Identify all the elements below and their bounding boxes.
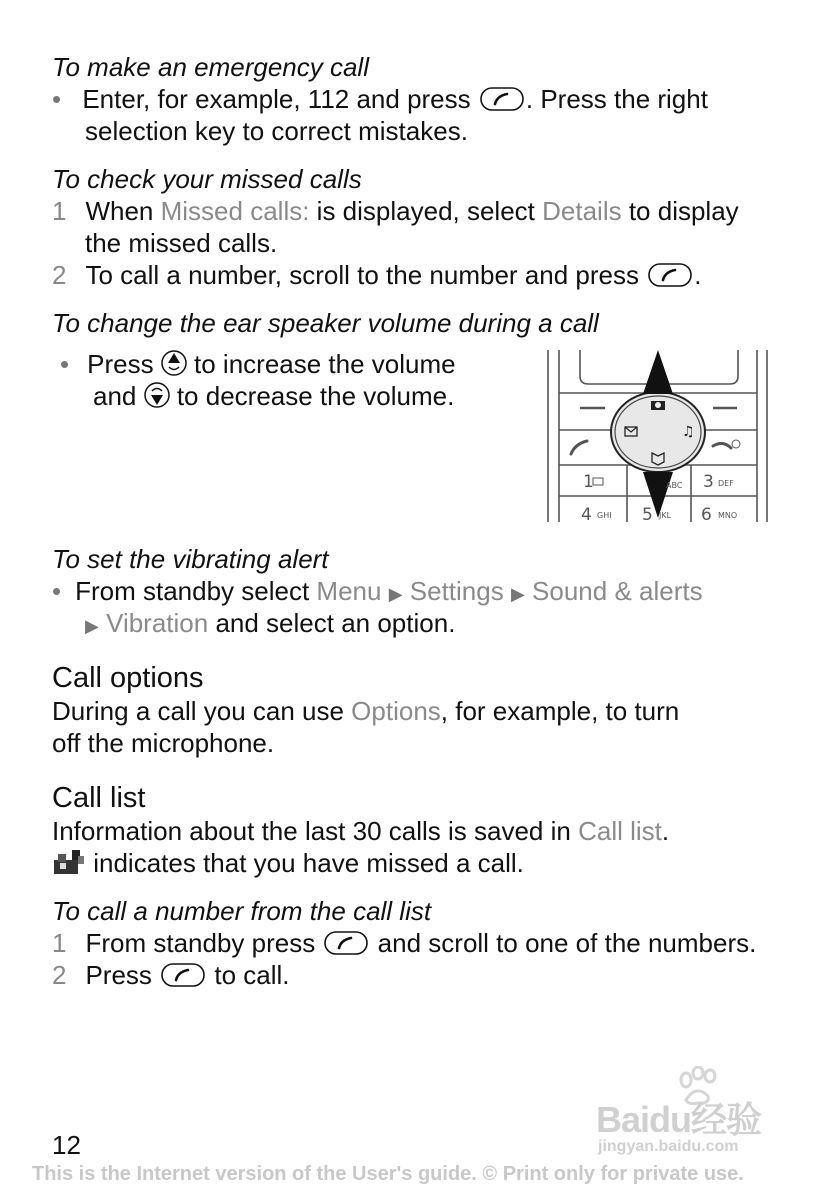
- title-call-options: Call options: [52, 662, 204, 694]
- sound-alerts-label: Sound & alerts: [532, 576, 703, 606]
- keypad-key-3-letters: DEF: [718, 479, 734, 488]
- heading-call-from-list: To call a number from the call list: [52, 896, 432, 926]
- text: Information about the last 30 calls is saved in: [52, 816, 579, 846]
- bullet: •: [52, 576, 62, 606]
- call-list-line-1: [52, 815, 669, 847]
- text: . Press the right: [525, 84, 708, 114]
- text: , for example, to turn: [440, 696, 680, 726]
- watermark-url: jingyan.baidu.com: [598, 1138, 739, 1155]
- keypad-key-5: 5: [642, 505, 653, 523]
- step-number: 1: [52, 928, 67, 958]
- call-list-label: Call list: [578, 816, 662, 846]
- keypad-key-5-letters: JKL: [659, 511, 672, 520]
- text: During a call you can use: [52, 696, 352, 726]
- call-from-list-step-2: [52, 959, 290, 991]
- text: From standby press: [85, 928, 323, 958]
- step-number: 2: [52, 960, 67, 990]
- page-number: 12: [52, 1130, 81, 1160]
- emergency-line-1: [52, 83, 708, 115]
- phone-keypad-illustration: [545, 348, 771, 523]
- step-number: 2: [52, 260, 67, 290]
- arrow-right-icon: ▶: [510, 584, 525, 604]
- arrow-right-icon: ▶: [388, 584, 403, 604]
- keypad-key-3: 3: [703, 472, 714, 492]
- vibrating-line-1: [52, 575, 703, 610]
- call-options-line-1: [52, 695, 679, 727]
- missed-step-2: [52, 259, 701, 291]
- text: .: [694, 260, 702, 290]
- call-key-icon: [648, 263, 692, 287]
- keypad-key-4-letters: GHI: [597, 511, 612, 520]
- keypad-key-6: 6: [701, 505, 712, 523]
- details-label: Details: [542, 196, 622, 226]
- call-key-icon: [480, 87, 524, 111]
- title-call-list: Call list: [52, 782, 146, 814]
- keypad-key-4: 4: [581, 505, 592, 523]
- heading-missed-calls: To check your missed calls: [52, 164, 362, 194]
- text: and: [93, 381, 144, 411]
- step-number: 1: [52, 196, 67, 226]
- baidu-watermark: [596, 1066, 796, 1162]
- volume-line-2: [93, 380, 454, 413]
- text: Enter, for example, 112 and press: [82, 84, 478, 114]
- footer-disclaimer: This is the Internet version of the User's guide. © Print only for private use.: [32, 1163, 744, 1185]
- text: to increase the volume: [186, 349, 456, 379]
- volume-line-1: [60, 348, 456, 381]
- text: Press: [85, 960, 160, 990]
- arrow-right-icon: ▶: [85, 616, 99, 636]
- text: indicates that you have missed a call.: [86, 848, 524, 878]
- text: .: [661, 816, 670, 846]
- heading-volume: To change the ear speaker volume during a call: [52, 308, 599, 338]
- options-label: Options: [351, 696, 441, 726]
- bullet: •: [60, 349, 70, 379]
- missed-call-icon: [52, 848, 86, 876]
- call-options-line-2: off the microphone.: [52, 728, 275, 758]
- heading-vibrating-alert: To set the vibrating alert: [52, 544, 329, 574]
- nav-down-icon: [144, 380, 170, 410]
- text: From standby select: [75, 576, 317, 606]
- text: When: [85, 196, 161, 226]
- text: is displayed, select: [309, 196, 543, 226]
- missed-step-1-line-2: the missed calls.: [85, 228, 278, 258]
- bullet: •: [52, 84, 62, 114]
- text: to display: [621, 196, 739, 226]
- vibrating-line-2: [85, 607, 455, 642]
- svg-text:♫: ♫: [682, 424, 695, 440]
- nav-up-icon: [161, 348, 187, 378]
- keypad-key-2-letters: ABC: [666, 481, 683, 490]
- text: Press: [87, 349, 161, 379]
- emergency-line-2: selection key to correct mistakes.: [85, 116, 468, 146]
- text: to decrease the volume.: [169, 381, 455, 411]
- call-list-line-2: [52, 847, 524, 879]
- missed-calls-label: Missed calls:: [160, 196, 310, 226]
- call-from-list-step-1: [52, 927, 756, 959]
- keypad-key-6-letters: MNO: [718, 511, 738, 520]
- keypad-key-1: 1: [583, 472, 594, 492]
- settings-label: Settings: [409, 576, 504, 606]
- heading-emergency-call: To make an emergency call: [52, 52, 369, 82]
- vibration-label: Vibration: [106, 608, 209, 638]
- text: and select an option.: [208, 608, 456, 638]
- watermark-brand: Baidu经验: [596, 1099, 762, 1140]
- menu-label: Menu: [316, 576, 382, 606]
- text: and scroll to one of the numbers.: [370, 928, 757, 958]
- text: to call.: [207, 960, 290, 990]
- call-key-icon: [324, 931, 368, 955]
- call-key-icon: [161, 963, 205, 987]
- text: To call a number, scroll to the number and press: [85, 260, 647, 290]
- missed-step-1: [52, 195, 739, 227]
